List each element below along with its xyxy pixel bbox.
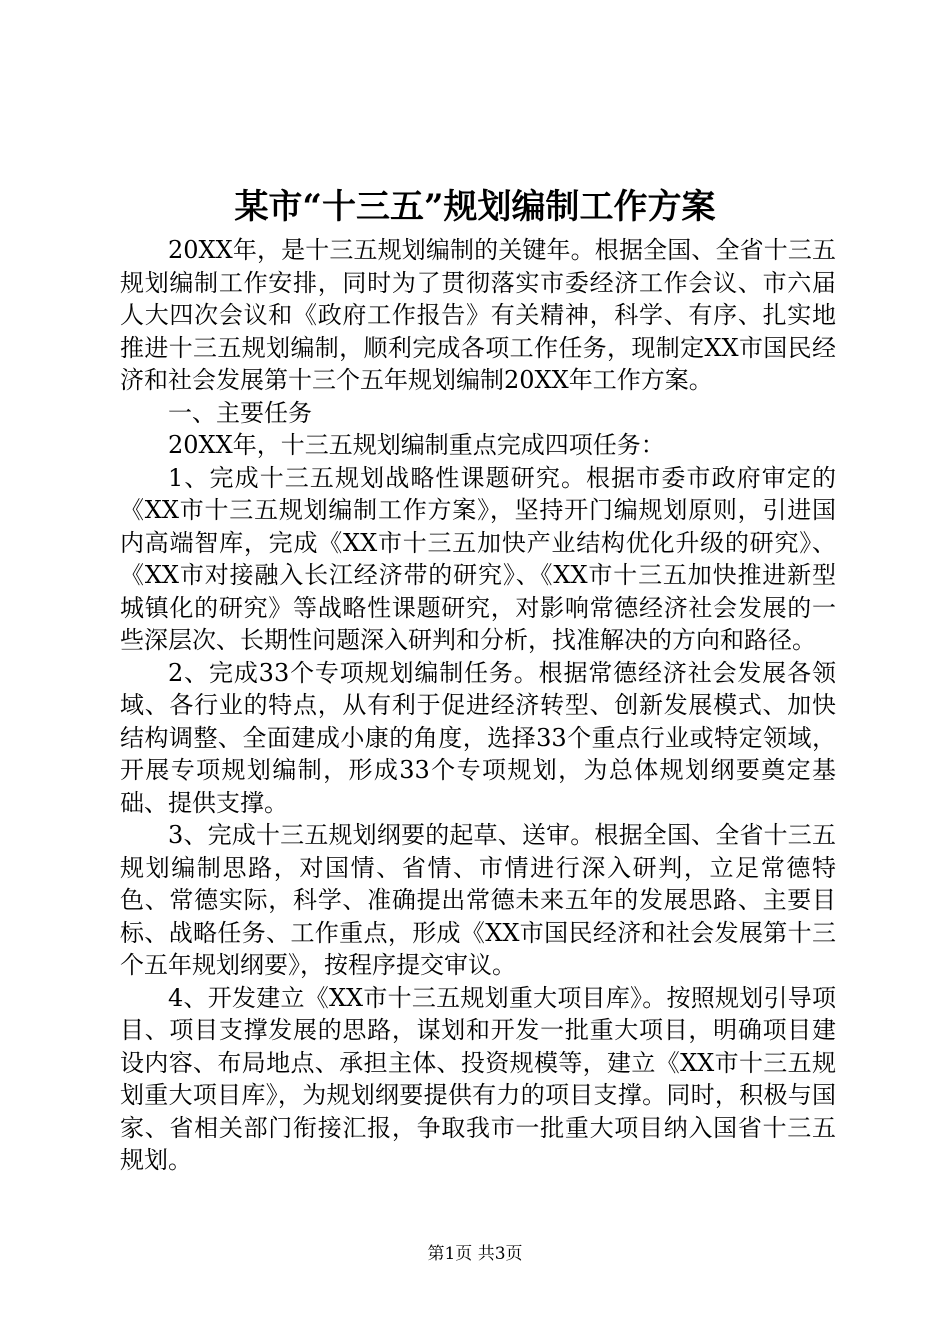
page-footer [0, 1242, 950, 1266]
page-number: 第1页 [427, 1244, 473, 1264]
task-2-paragraph: 2、完成33个专项规划编制任务。根据常德经济社会发展各领域、各行业的特点，从有利于促进经济转型、创新发展模式、加快结构调整、全面建成小康的角度，选择33个重点行业或特定领域，开展专项规划编制，形成33个专项规划，为总体规划纲要奠定基础、提供支撑。 [120, 658, 836, 817]
task-4-paragraph: 4、开发建立《XX市十三五规划重大项目库》。按照规划引导项目、项目支撑发展的思路，谋划和开发一批重大项目，明确项目建设内容、布局地点、承担主体、投资规模等，建立《XX市十三五规划重大项目库》，为规划纲要提供有力的项目支撑。同时，积极与国家、省相关部门衔接汇报，争取我市一批重大项目纳入国省十三五规划。 [120, 983, 836, 1174]
task-3-paragraph: 3、完成十三五规划纲要的起草、送审。根据全国、全省十三五规划编制思路，对国情、省情、市情进行深入研判，立足常德特色、常德实际，科学、准确提出常德未来五年的发展思路、主要目标、战略任务、工作重点，形成《XX市国民经济和社会发展第十三个五年规划纲要》，按程序提交审议。 [120, 821, 836, 979]
intro-paragraph: 20XX年，是十三五规划编制的关键年。根据全国、全省十三五规划编制工作安排，同时为了贯彻落实市委经济工作会议、市六届人大四次会议和《政府工作报告》有关精神，科学、有序、扎实地推进十三五规划编制，顺利完成各项工作任务，现制定XX市国民经济和社会发展第十三个五年规划编制20XX年工作方案。 [120, 236, 836, 394]
section-heading-main-tasks: 一、主要任务 [168, 398, 312, 427]
document-title: 某市“十三五”规划编制工作方案 [234, 187, 716, 227]
page-total: 共3页 [477, 1244, 523, 1264]
tasks-summary-paragraph: 20XX年，十三五规划编制重点完成四项任务： [168, 431, 665, 459]
document-body [120, 234, 836, 1177]
task-1-paragraph: 1、完成十三五规划战略性课题研究。根据市委市政府审定的《XX市十三五规划编制工作方案》，坚持开门编规划原则，引进国内高端智库，完成《XX市十三五加快产业结构优化升级的研究》、《XX市对接融入长江经济带的研究》、《XX市十三五加快推进新型城镇化的研究》等战略性课题研究，对影响常德经济社会发展的一些深层次、长期性问题深入研判和分析，找准解决的方向和路径。 [120, 463, 836, 654]
